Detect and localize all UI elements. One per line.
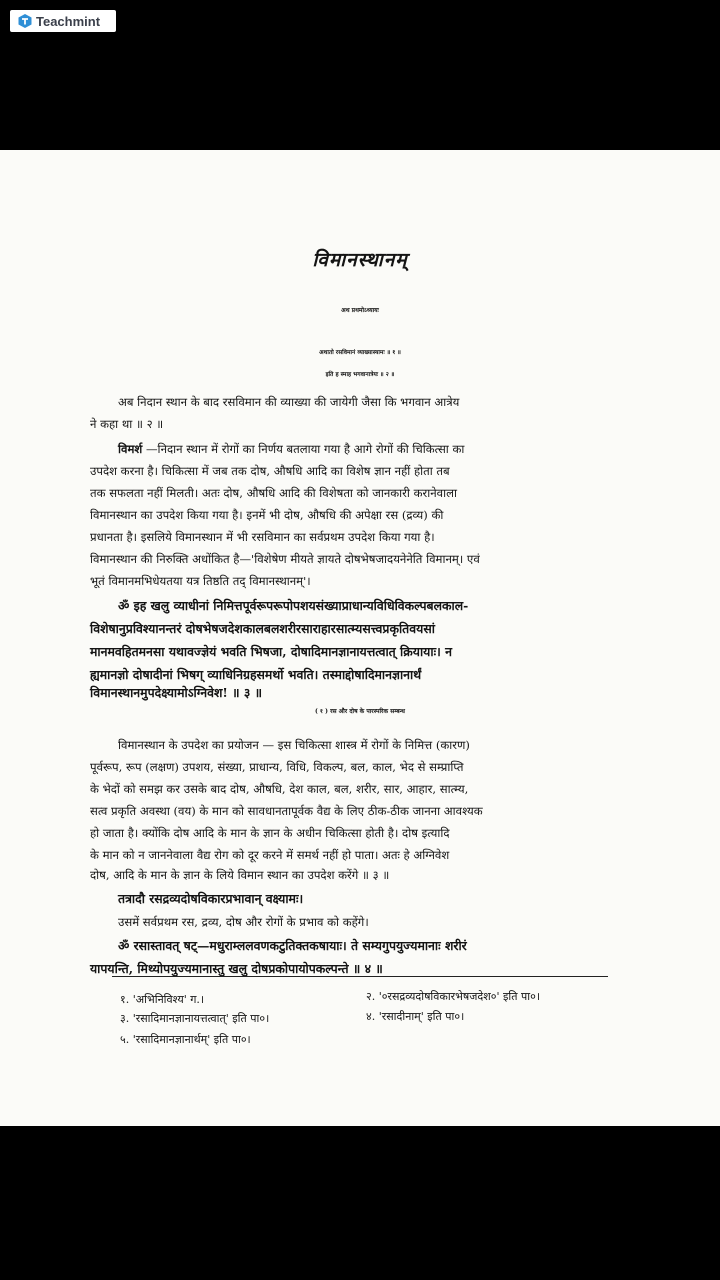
page-title: विमानस्थानम्	[312, 249, 408, 271]
teachmint-icon	[18, 14, 32, 28]
sloka-line: विशेषानुप्रविश्यानन्तरं दोषभेषजदेशकालबलशरीरसाराहारसात्म्यसत्त्वप्रकृतिवयसां	[90, 621, 435, 636]
paragraph-line: विमानस्थान के उपदेश का प्रयोजन — इस चिकित्सा शास्त्र में रोगों के निमित्त (कारण)	[118, 738, 470, 752]
vimarsh-first-line	[118, 441, 464, 457]
paragraph-line: भूतं विमानमभिधेयतया यत्र तिष्ठति तद् विमानस्थानम्'।	[90, 574, 311, 588]
section-heading: ( १ ) रस और दोष के पारस्परिक सम्बन्ध	[315, 708, 405, 715]
bottom-bar	[0, 1126, 720, 1280]
brand-name: Teachmint	[36, 13, 101, 29]
footnote: १. 'अभिनिविश्य' ग.।	[120, 993, 205, 1006]
sloka-line: विमानस्थानमुपदेक्ष्यामोऽग्निवेश! ॥ ३ ॥	[90, 685, 263, 700]
paragraph-line: के भेदों को समझ कर उसके बाद दोष, औषधि, देश काल, बल, शरीर, सार, आहार, सात्म्य,	[90, 782, 469, 796]
top-bar	[0, 0, 720, 150]
paragraph-line: पूर्वरूप, रूप (लक्षण) उपशय, संख्या, प्राधान्य, विधि, विकल्प, बल, काल, भेद से सम्प्राप्ति	[90, 760, 464, 774]
sloka-line: ॐ इह खलु व्याधीनां निमित्तपूर्वरूपरूपोपशयसंख्याप्राधान्यविधिविकल्पबलकाल-	[118, 598, 469, 613]
teachmint-logo[interactable]	[10, 10, 116, 32]
paragraph-line: उसमें सर्वप्रथम रस, द्रव्य, दोष और रोगों के प्रभाव को कहेंगे।	[118, 915, 369, 929]
sloka-line: यापयन्ति, मिथ्योपयुज्यमानास्तु खलु दोषप्रकोपायोपकल्पन्ते ॥ ४ ॥	[90, 961, 383, 976]
paragraph-line: दोष, आदि के मान के ज्ञान के लिये विमान स्थान का उपदेश करेंगे ॥ ३ ॥	[90, 868, 390, 882]
footnote: २. '०रसद्रव्यदोषविकारभेषजदेश०' इति पा०।	[366, 990, 541, 1003]
vimarsh-text: —निदान स्थान में रोगों का निर्णय बतलाया गया है आगे रोगों की चिकित्सा का	[142, 442, 465, 456]
chapter-heading: अथ प्रथमोऽध्यायः	[341, 307, 379, 314]
footnote: ३. 'रसादिमानज्ञानायत्तत्वात्' इति पा०।	[120, 1012, 270, 1025]
sloka-line: ह्यमानज्ञो दोषादीनां भिषग् व्याधिनिग्रहसमर्थो भवति। तस्माद्दोषादिमानज्ञानार्थं	[90, 667, 422, 682]
document-page	[0, 150, 720, 1126]
footnote: ५. 'रसादिमानज्ञानार्थम्' इति पा०।	[120, 1033, 251, 1046]
paragraph-line: ने कहा था ॥ २ ॥	[90, 417, 164, 431]
sloka-line: मानमवहितमनसा यथावज्ज्ञेयं भवति भिषजा, दोषादिमानज्ञानायत्तत्वात् क्रियायाः। न	[90, 644, 452, 659]
footnote-divider	[112, 976, 608, 977]
verse-1: अथातो रसविमानं व्याख्यास्यामः ॥ १ ॥	[319, 349, 401, 356]
paragraph-line: अब निदान स्थान के बाद रसविमान की व्याख्या की जायेगी जैसा कि भगवान आत्रेय	[118, 395, 460, 409]
paragraph-line: हो जाता है। क्योंकि दोष आदि के मान के ज्ञान के अधीन चिकित्सा होती है। दोष इत्यादि	[90, 826, 450, 840]
sloka-line: तत्रादौ रसद्रव्यदोषविकारप्रभावान् वक्ष्यामः।	[118, 891, 304, 906]
paragraph-line: के मान को न जाननेवाला वैद्य रोग को दूर करने में समर्थ नहीं हो पाता। अतः हे अग्निवेश	[90, 848, 450, 862]
paragraph-line: विमानस्थान का उपदेश किया गया है। इनमें भी दोष, औषधि की अपेक्षा रस (द्रव्य) की	[90, 508, 444, 522]
paragraph-line: उपदेश करना है। चिकित्सा में जब तक दोष, औषधि आदि का विशेष ज्ञान नहीं होता तब	[90, 464, 450, 478]
vimarsh-label: विमर्श	[118, 442, 143, 456]
paragraph-line: प्रधानता है। इसलिये विमानस्थान में भी रसविमान का सर्वप्रथम उपदेश किया गया है।	[90, 530, 435, 544]
sloka-line: ॐ रसास्तावत् षट्—मधुराम्ललवणकटुतिक्तकषायाः। ते सम्यगुपयुज्यमानाः शरीरं	[118, 938, 467, 953]
paragraph-line: तक सफलता नहीं मिलती। अतः दोष, औषधि आदि की विशेषता को जानकारी करानेवाला	[90, 486, 457, 500]
verse-2: इति ह स्माह भगवानात्रेयः ॥ २ ॥	[325, 371, 395, 378]
paragraph-line: विमानस्थान की निरुक्ति अधोंकित है—'विशेषेण मीयते ज्ञायते दोषभेषजादयनेनेति विमानम्। एवं	[90, 552, 480, 566]
paragraph-line: सत्व प्रकृति अवस्था (वय) के मान को सावधानतापूर्वक वैद्य के लिए ठीक-ठीक जानना आवश्यक	[90, 804, 483, 818]
footnote: ४. 'रसादीनाम्' इति पा०।	[366, 1010, 465, 1023]
